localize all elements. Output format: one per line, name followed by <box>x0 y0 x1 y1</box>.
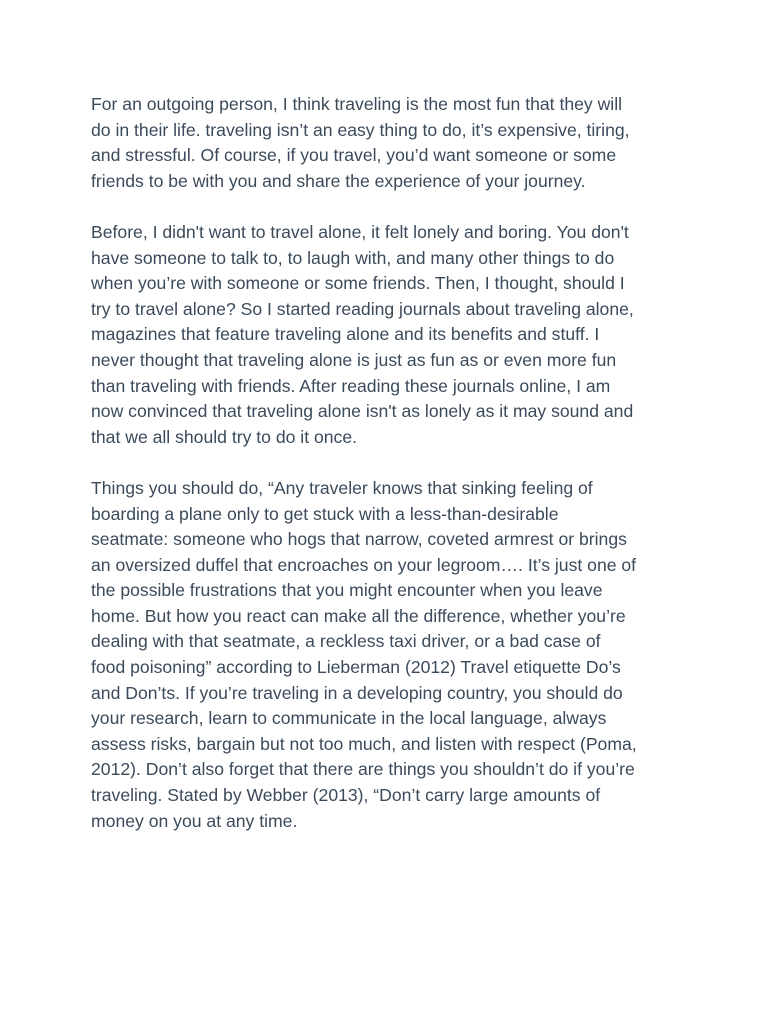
paragraph-2: Before, I didn't want to travel alone, it felt lonely and boring. You don't have someone to talk to, to laugh with, and many other things to do when you’re with someone or some friends. Then, I thought, should I try to travel alone? So I started reading journals about traveling alone, magazines that feature traveling alone and its benefits and stuff. I never thought that traveling alone is just as fun as or even more fun than traveling with friends. After reading these journals online, I am now convinced that traveling alone isn't as lonely as it may sound and that we all should try to do it once. <box>91 221 634 447</box>
document-body <box>91 92 683 834</box>
paragraph-1: For an outgoing person, I think traveling is the most fun that they will do in their life. traveling isn’t an easy thing to do, it’s expensive, tiring, and stressful. Of course, if you travel, you’d want someone or some friends to be with you and share the experience of your journey. <box>91 94 630 191</box>
paragraph-3: Things you should do, “Any traveler knows that sinking feeling of boarding a plane only to get stuck with a less-than-desirable seatmate: someone who hogs that narrow, coveted armrest or brings an oversized duffel that encroaches on your legroom…. It’s just one of the possible frustrations that you might encounter when you leave home. But how you react can make all the difference, whether you’re dealing with that seatmate, a reckless taxi driver, or a bad case of food poisoning” according to Lieberman (2012) Travel etiquette Do’s and Don’ts. If you’re traveling in a developing country, you should do your research, learn to communicate in the local language, always assess risks, bargain but not too much, and listen with respect (Poma, 2012). Don’t also forget that there are things you shouldn’t do if you’re traveling. Stated by Webber (2013), “Don’t carry large amounts of money on you at any time. <box>91 477 637 831</box>
